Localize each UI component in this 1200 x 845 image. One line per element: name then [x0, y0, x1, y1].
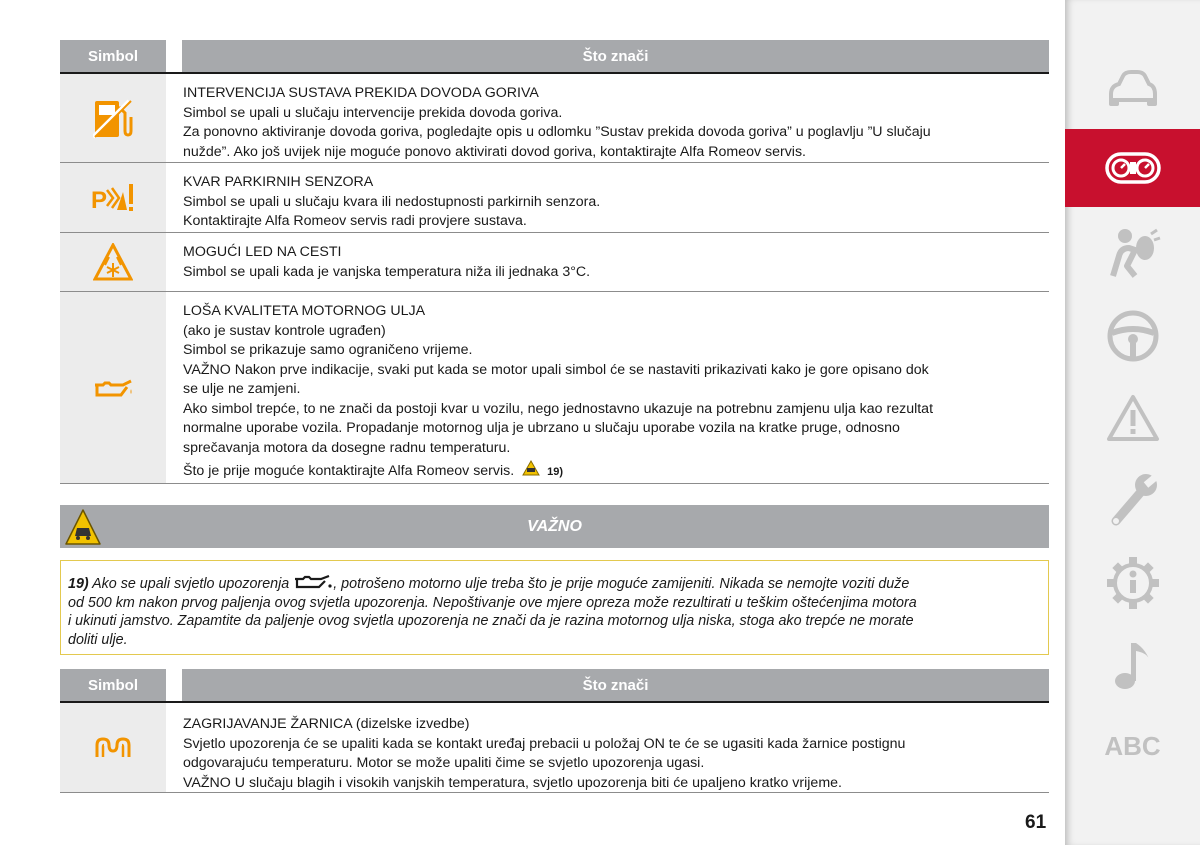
caution-icon [522, 460, 540, 476]
row-text-line [183, 460, 1049, 483]
sidebar-item-maintenance[interactable] [1065, 470, 1200, 530]
table-row [60, 163, 1049, 233]
airbag-icon [1105, 226, 1161, 278]
info-gear-icon [1106, 556, 1160, 610]
symbol-cell [60, 233, 166, 291]
sidebar-item-car[interactable] [1065, 58, 1200, 118]
table-row [60, 74, 1049, 163]
sidebar-item-emergency[interactable] [1065, 388, 1200, 448]
row-text-line: Za ponovno aktiviranje dovoda goriva, pogledajte opis u odlomku ”Sustav prekida dovoda goriva” u poglavlju ”U slučaju [183, 124, 931, 140]
sidebar-item-dashboard[interactable] [1065, 129, 1200, 207]
row-text-line: Simbol se upali u slučaju kvara ili nedostupnosti parkirnih senzora. [183, 193, 601, 210]
wrench-icon [1106, 471, 1160, 529]
meaning-cell [166, 74, 1049, 162]
row-text-line: se ulje ne zamjeni. [183, 381, 301, 397]
sidebar-item-multimedia[interactable] [1065, 635, 1200, 695]
note-text: Ako se upali svjetlo upozorenja [92, 576, 290, 592]
sidebar-item-safety[interactable] [1065, 222, 1200, 282]
music-note-icon [1111, 639, 1155, 691]
note-line [68, 575, 1036, 594]
svg-text:P: P [91, 186, 108, 214]
note-reference[interactable]: 19) [547, 466, 564, 478]
glow-plug-icon [93, 737, 133, 759]
note-number: 19) [68, 576, 89, 592]
row-title: MOGUĆI LED NA CESTI [183, 244, 342, 260]
row-title: INTERVENCIJA SUSTAVA PREKIDA DOVODA GORIVA [183, 85, 539, 101]
row-text-line: Simbol se prikazuje samo ograničeno vrijeme. [183, 342, 473, 358]
note-line: i ukinuti jamstvo. Zapamtite da paljenje ovog svjetla upozorenja ne znači da je razina motornog ulja niska, stoga ako trepće ne morate [68, 613, 914, 630]
meaning-cell [166, 292, 1049, 483]
glow-plug-table [60, 669, 1049, 793]
chapter-sidebar [1065, 0, 1200, 845]
ice-warning-icon [93, 243, 133, 281]
warning-lights-table [60, 40, 1049, 484]
meaning-cell [166, 163, 1049, 232]
table-row [60, 233, 1049, 292]
row-text-line: Simbol se upali kada je vanjska temperatura niža ili jednaka 3°C. [183, 263, 591, 280]
page-number: 61 [1025, 812, 1047, 833]
important-note [60, 560, 1049, 655]
parking-sensor-fault-icon [91, 182, 135, 214]
row-text-line: nužde”. Ako još uvijek nije moguće ponovo aktivirati dovod goriva, kontaktirajte Alfa Romeov servis. [183, 143, 806, 160]
row-text-line: (ako je sustav kontrole ugrađen) [183, 322, 386, 339]
note-line: doliti ulje. [68, 631, 128, 648]
row-text-line: VAŽNO U slučaju blagih i visokih vanjskih temperatura, svjetlo upozorenja biti će upaljeno kratko vrijeme. [183, 774, 842, 791]
note-line: od 500 km nakon prvog paljenja ovog svjetla upozorenja. Nepoštivanje ove mjere opreza može rezultirati u teškim oštećenjima motora [68, 594, 917, 611]
contact-service-text: Što je prije moguće kontaktirajte Alfa Romeov servis. [183, 463, 515, 479]
oil-quality-icon [91, 377, 135, 399]
oil-can-icon [293, 575, 333, 589]
row-title: ZAGRIJAVANJE ŽARNICA (dizelske izvedbe) [183, 716, 470, 732]
dashboard-icon [1104, 151, 1162, 185]
table-row [60, 292, 1049, 484]
car-icon [1105, 68, 1161, 108]
steering-wheel-icon [1106, 309, 1160, 363]
table-header [60, 40, 1049, 72]
row-text-line: sprečavanja motora da dosegne radnu temperaturu. [183, 439, 511, 456]
meaning-cell [166, 703, 1049, 792]
symbol-cell [60, 292, 166, 483]
row-text-line: Kontaktirajte Alfa Romeov servis radi provjere sustava. [183, 213, 527, 229]
sidebar-item-index[interactable]: ABC [1104, 730, 1161, 761]
row-text-line: Ako simbol trepće, to ne znači da postoji kvar u vozilu, nego jednostavno ukazuje na potrebnu zamjenu ulja kao rezultat [183, 400, 934, 417]
row-text-line: VAŽNO Nakon prve indikacije, svaki put kada se motor upali simbol će se nastaviti prikazivati kako je gore opisano dok [183, 361, 929, 378]
important-banner [60, 505, 1049, 548]
symbol-cell [60, 163, 166, 232]
symbol-cell [60, 703, 166, 792]
header-meaning: Što znači [182, 40, 1049, 72]
row-text-line: normalne uporabe vozila. Propadanje motornog ulja je ubrzano u slučaju uporabe vozila na kratke pruge, odnosno [183, 420, 900, 436]
sidebar-item-technical-data[interactable] [1065, 553, 1200, 613]
symbol-cell [60, 74, 166, 162]
row-title: KVAR PARKIRNIH SENZORA [183, 174, 374, 190]
meaning-cell [166, 233, 1049, 291]
important-title: VAŽNO [527, 517, 582, 535]
header-symbol: Simbol [60, 40, 166, 72]
row-text-line: Simbol se upali u slučaju intervencije prekida dovoda goriva. [183, 104, 563, 121]
header-symbol: Simbol [60, 669, 166, 701]
note-text: , potrošeno motorno ulje treba što je prije moguće zamijeniti. Nikada se nemojte voziti duže [333, 576, 910, 592]
table-row [60, 703, 1049, 793]
fuel-cutoff-icon [93, 97, 133, 139]
row-text-line: Svjetlo upozorenja će se upaliti kada se kontakt uređaj prebacii u položaj ON te će se ugasiti kada žarnice postignu [183, 735, 906, 752]
row-title: LOŠA KVALITETA MOTORNOG ULJA [183, 303, 426, 319]
row-text-line: odgovarajuću temperaturu. Motor se može upaliti čime se svjetlo upozorenja ugasi. [183, 755, 705, 771]
table-header [60, 669, 1049, 701]
sidebar-item-driving[interactable] [1065, 306, 1200, 366]
warning-triangle-icon [1106, 394, 1160, 442]
header-meaning: Što znači [182, 669, 1049, 701]
